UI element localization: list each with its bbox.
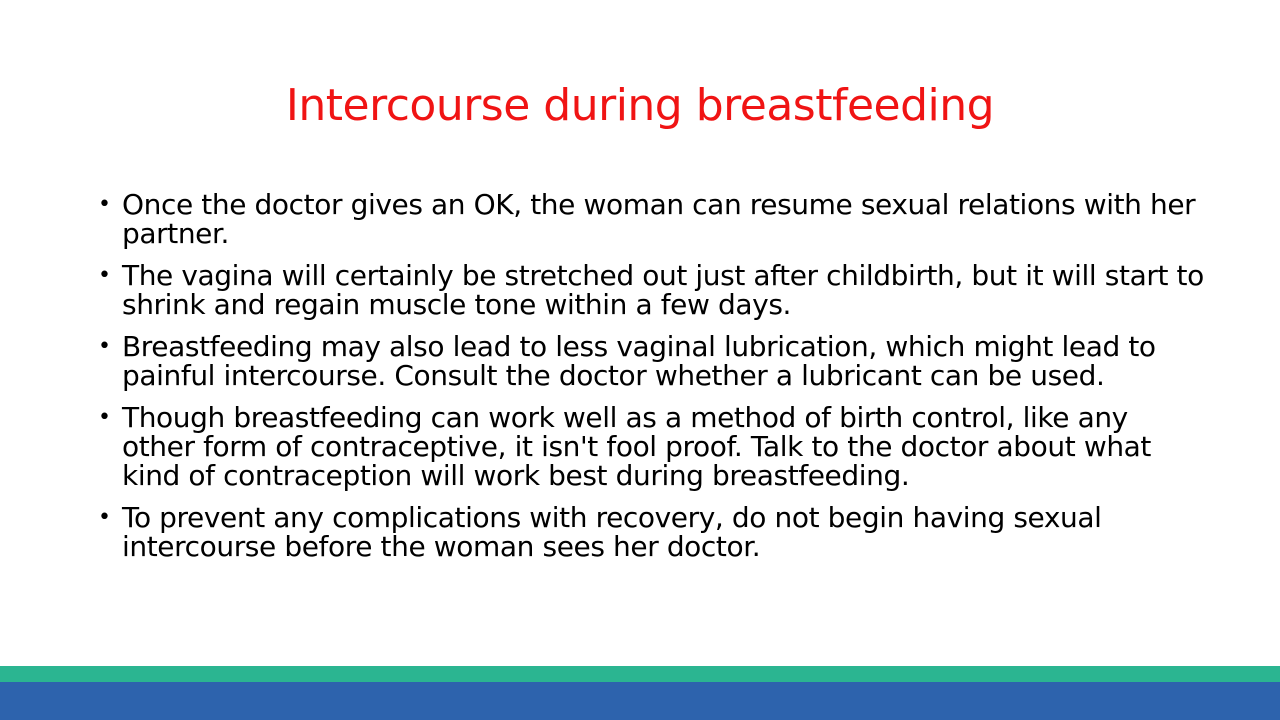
bullet-text: Once the doctor gives an OK, the woman can resume sexual relations with her partner.: [122, 188, 1196, 250]
bullet-item: [96, 503, 1206, 561]
bullet-dot-icon: •: [98, 405, 111, 430]
slide-title: Intercourse during breastfeeding: [285, 80, 995, 131]
bullet-text: The vagina will certainly be stretched out just after childbirth, but it will start to shrink and regain muscle tone within a few days.: [122, 259, 1204, 321]
bullet-dot-icon: •: [98, 505, 111, 530]
bullet-item: [96, 190, 1206, 248]
footer-band-teal: [0, 666, 1280, 682]
bullet-item: [96, 332, 1206, 390]
bullet-dot-icon: •: [98, 263, 111, 288]
bullet-item: [96, 403, 1206, 490]
bullet-text: To prevent any complications with recovery, do not begin having sexual intercourse before the woman sees her doctor.: [122, 501, 1102, 563]
bullet-dot-icon: •: [98, 192, 111, 217]
bullet-text: Though breastfeeding can work well as a method of birth control, like any other form of contraceptive, it isn't fool proof. Talk to the doctor about what kind of contraception will work best during breastfeeding.: [122, 401, 1152, 492]
bullet-text: Breastfeeding may also lead to less vaginal lubrication, which might lead to painful intercourse. Consult the doctor whether a lubricant can be used.: [122, 330, 1156, 392]
bullet-item: [96, 261, 1206, 319]
bullet-list: [96, 190, 1206, 574]
footer-band-blue: [0, 682, 1280, 720]
bullet-dot-icon: •: [98, 334, 111, 359]
